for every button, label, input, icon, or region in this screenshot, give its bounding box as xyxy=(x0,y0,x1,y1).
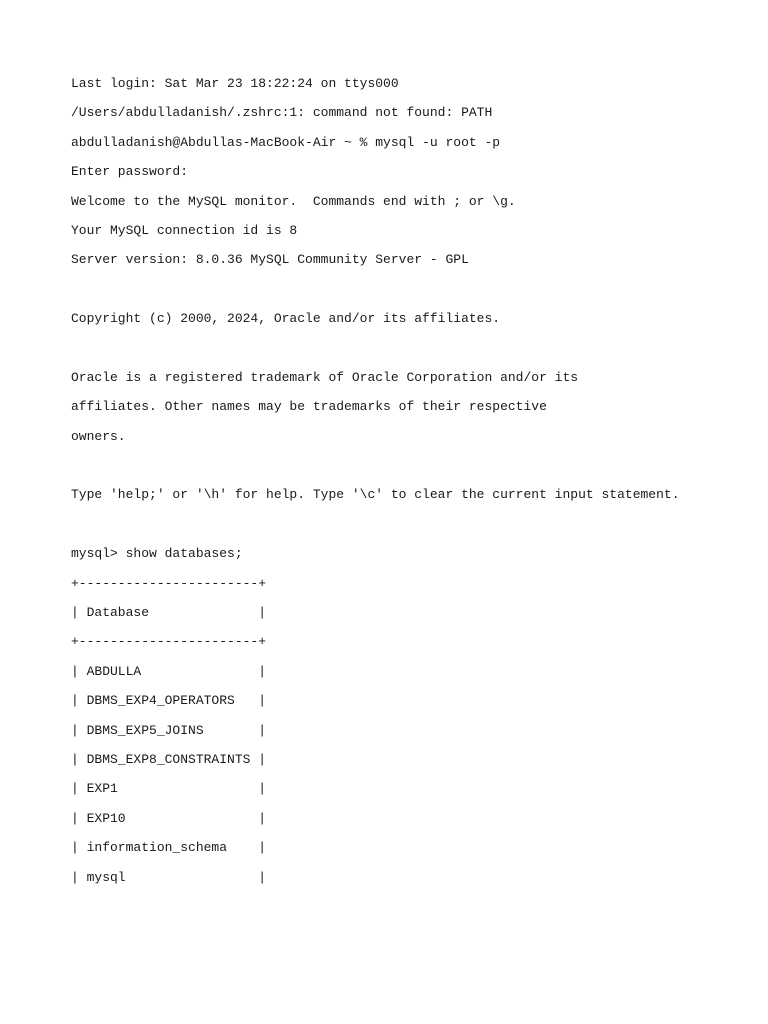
welcome-line: Welcome to the MySQL monitor. Commands end with ; or \g. xyxy=(71,193,516,209)
table-row: | DBMS_EXP8_CONSTRAINTS | xyxy=(71,751,267,767)
blank-line xyxy=(71,334,768,363)
trademark-line: Oracle is a registered trademark of Oracle Corporation and/or its xyxy=(71,369,579,385)
zshrc-error-line: /Users/abdulladanish/.zshrc:1: command not found: PATH xyxy=(71,105,493,121)
blank-line xyxy=(71,510,768,539)
table-border: +-----------------------+ xyxy=(71,575,267,591)
table-header-row: | Database | xyxy=(71,605,267,621)
help-hint-line: Type 'help;' or '\h' for help. Type '\c' to clear the current input statement. xyxy=(71,487,680,503)
table-row: | EXP10 | xyxy=(71,810,267,826)
server-version-line: Server version: 8.0.36 MySQL Community Server - GPL xyxy=(71,252,469,268)
blank-line xyxy=(71,275,768,304)
trademark-line: affiliates. Other names may be trademarks of their respective xyxy=(71,399,547,415)
table-row: | DBMS_EXP4_OPERATORS | xyxy=(71,693,267,709)
trademark-line: owners. xyxy=(71,428,126,444)
terminal-output xyxy=(71,69,768,892)
table-border: +-----------------------+ xyxy=(71,634,267,650)
password-prompt-line: Enter password: xyxy=(71,164,189,180)
connection-id-line: Your MySQL connection id is 8 xyxy=(71,222,298,238)
table-row: | information_schema | xyxy=(71,840,267,856)
table-row: | EXP1 | xyxy=(71,781,267,797)
mysql-prompt-line: mysql> show databases; xyxy=(71,546,243,562)
blank-line xyxy=(71,451,768,480)
copyright-line: Copyright (c) 2000, 2024, Oracle and/or its affiliates. xyxy=(71,311,501,327)
table-row: | ABDULLA | xyxy=(71,663,267,679)
shell-command-line: abdulladanish@Abdullas-MacBook-Air ~ % mysql -u root -p xyxy=(71,134,501,150)
table-row: | mysql | xyxy=(71,869,267,885)
last-login-line: Last login: Sat Mar 23 18:22:24 on ttys000 xyxy=(71,76,399,91)
table-row: | DBMS_EXP5_JOINS | xyxy=(71,722,267,738)
